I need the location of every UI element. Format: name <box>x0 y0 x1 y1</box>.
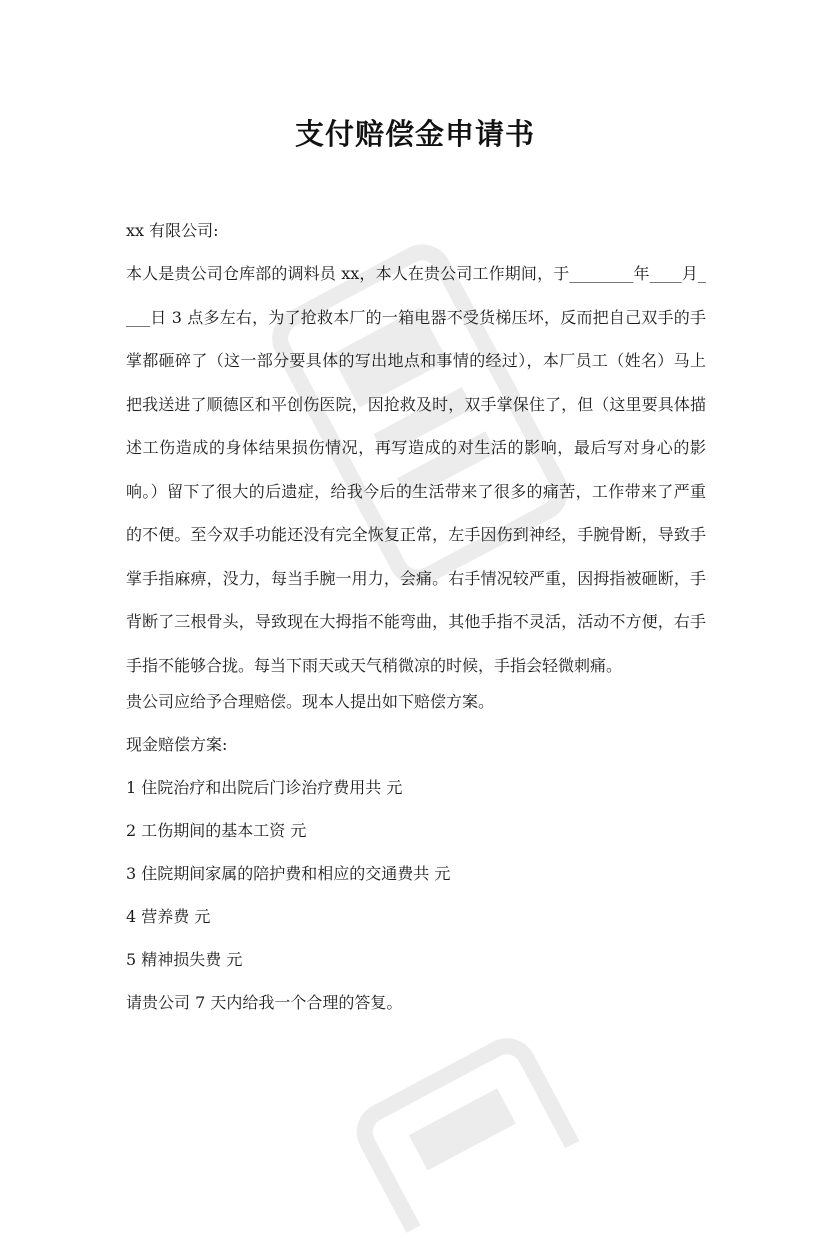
plan-item: 3 住院期间家属的陪护费和相应的交通费共 元 <box>126 864 451 883</box>
body-paragraph: 本人是贵公司仓库部的调料员 xx，本人在贵公司工作期间，于________年____月____日 3 点多左右，为了抢救本厂的一箱电器不受货梯压坏，反而把自己双手的手掌都砸碎了（这一部分要具体的写出地点和事情的经过），本厂员工（姓名）马上把我送进了顺德区和平创伤医院，因抢救及时，双手掌保住了，但（这里要具体描述工伤造成的身体结果损伤情况，再写造成的对生活的影响，最后写对身心的影响。）留下了很大的后遗症，给我今后的生活带来了很多的痛苦，工作带来了严重的不便。至今双手功能还没有完全恢复正常，左手因伤到神经，手腕骨断，导致手掌手指麻痹，没力，每当手腕一用力，会痛。右手情况较严重，因拇指被砸断，手背断了三根骨头，导致现在大拇指不能弯曲，其他手指不灵活，活动不方便，右手手指不能够合拢。每当下雨天或天气稍微凉的时候，手指会轻微刺痛。 <box>126 264 706 675</box>
closing-paragraph: 请贵公司 7 天内给我一个合理的答复。 <box>126 993 403 1012</box>
plan-item: 4 营养费 元 <box>126 907 211 926</box>
page-title: 支付赔偿金申请书 <box>294 117 535 151</box>
request-paragraph: 贵公司应给予合理赔偿。现本人提出如下赔偿方案。 <box>126 692 495 711</box>
plan-item: 1 住院治疗和出院后门诊治疗费用共 元 <box>126 778 403 797</box>
salutation: xx 有限公司: <box>126 221 219 240</box>
plan-item: 5 精神损失费 元 <box>126 950 243 969</box>
watermark-graphic-bottom <box>330 1012 590 1238</box>
plan-heading: 现金赔偿方案: <box>126 735 228 754</box>
document-content <box>126 216 706 1031</box>
plan-item: 2 工伤期间的基本工资 元 <box>126 821 307 840</box>
